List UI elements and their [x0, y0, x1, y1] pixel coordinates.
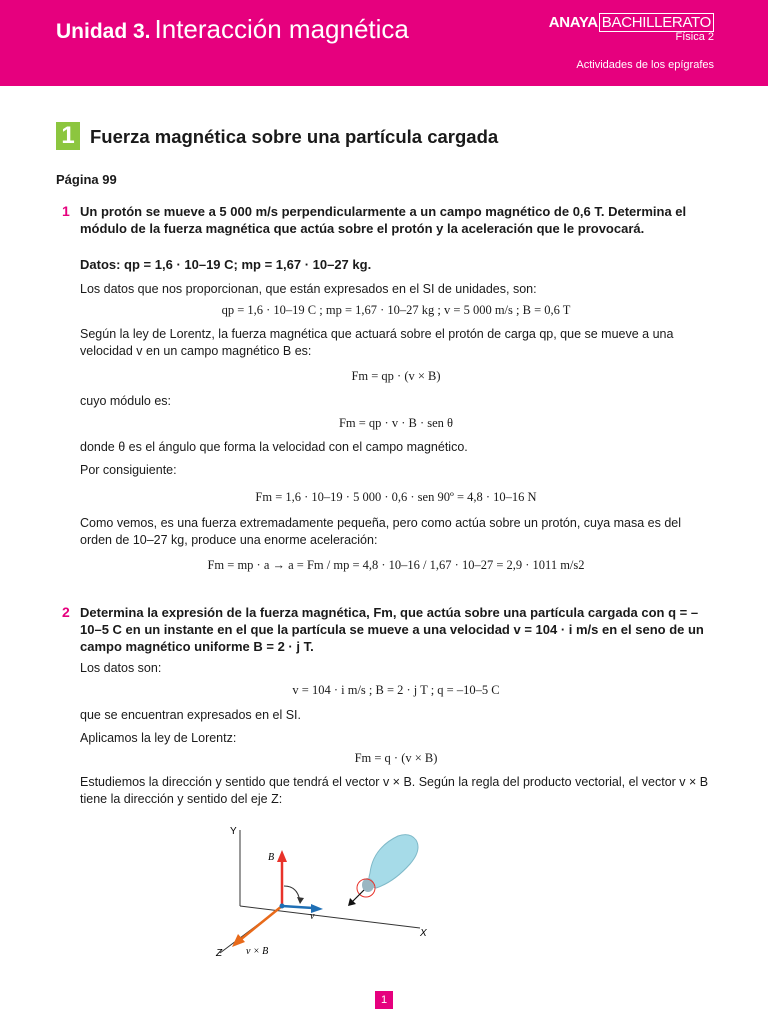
section-title: Fuerza magnética sobre una partícula cargada — [90, 126, 499, 147]
q1-equation-2: Fm = qp · (v × B) — [351, 369, 441, 383]
q1-equation-5: Fm = mp · a → a = Fm / mp = 4,8 · 10–16 / 1,67 · 10–27 = 2,9 · 1011 m/s2 — [207, 558, 585, 572]
q1-paragraph-2: Según la ley de Lorentz, la fuerza magnética que actuará sobre el protón de carga qp, que se mueve a una velocidad v en un campo magnético B es: — [80, 327, 674, 358]
publisher-logo: ANAYA BACHILLERATO — [549, 14, 714, 31]
page-header — [0, 0, 768, 86]
q1-equation-1: qp = 1,6 · 10–19 C ; mp = 1,67 · 10–27 kg ; v = 5 000 m/s ; B = 0,6 T — [221, 303, 571, 317]
b-vector-arrowhead — [277, 850, 287, 862]
q1-paragraph-5: Por consiguiente: — [80, 463, 177, 477]
b-vector-label: B — [268, 852, 275, 863]
page-number: 1 — [375, 991, 393, 1009]
section-number-badge: 1 — [56, 122, 80, 150]
v-vector — [282, 906, 313, 908]
screw-rule-icon — [348, 835, 418, 906]
q2-paragraph-4: Estudiemos la dirección y sentido que tendrá el vector v × B. Según la regla del producto vectorial, el vector v × B tiene la dirección y sentido del eje Z: — [80, 775, 709, 806]
v-vector-label: v — [310, 911, 315, 922]
q1-equation-4: Fm = 1,6 · 10–19 · 5 000 · 0,6 · sen 90º = 4,8 · 10–16 N — [255, 490, 537, 504]
x-axis-label: X — [420, 928, 427, 939]
q1-paragraph-4: donde θ es el ángulo que forma la velocidad con el campo magnético. — [80, 440, 468, 454]
page-label: Página 99 — [56, 172, 117, 187]
q1-paragraph-6: Como vemos, es una fuerza extremadamente pequeña, pero como actúa sobre un protón, cuya masa es del orden de 10–27 kg, produce una enorme aceleración: — [80, 516, 682, 547]
z-axis-label: Z — [216, 948, 223, 959]
question-text: Determina la expresión de la fuerza magnética, Fm, que actúa sobre una partícula cargada con q = –10–5 C en un instante en el que la partícula se mueve a una velocidad v = 104 · i m/s en el seno de un campo magnético uniforme B = 2 · j T. — [80, 605, 704, 654]
q2-paragraph-1: Los datos son: — [80, 661, 162, 675]
question-number: 2 — [62, 604, 70, 620]
q2-paragraph-3: Aplicamos la ley de Lorentz: — [80, 731, 237, 745]
q1-paragraph-3: cuyo módulo es: — [80, 394, 172, 408]
question-1 — [62, 203, 712, 255]
question-text: Un protón se mueve a 5 000 m/s perpendicularmente a un campo magnético de 0,6 T. Determina el módulo de la fuerza magnética que actúa sobre el protón y la aceleración que le provocará. — [80, 204, 687, 236]
vxb-vector — [240, 906, 282, 940]
question-2 — [62, 604, 712, 656]
q2-equation-1: v = 104 · i m/s ; B = 2 · j T ; q = –10–5 C — [292, 683, 500, 697]
q1-paragraph-1: Los datos que nos proporcionan, que están expresados en el SI de unidades, son: — [80, 282, 537, 296]
vxb-vector-label: v × B — [246, 946, 269, 957]
unit-heading — [56, 14, 409, 45]
origin-particle — [280, 904, 285, 909]
subject-label: Física 2 — [675, 31, 714, 43]
unit-label: Unidad 3. — [56, 20, 151, 43]
q1-datos: Datos: qp = 1,6 · 10–19 C; mp = 1,67 · 10–27 kg. — [80, 257, 372, 272]
vector-diagram — [198, 818, 438, 963]
rotation-arc — [284, 886, 300, 902]
q1-equation-3: Fm = qp · v · B · sen θ — [338, 416, 454, 430]
epigraphs-label: Actividades de los epígrafes — [576, 59, 714, 71]
q2-paragraph-2: que se encuentran expresados en el SI. — [80, 708, 301, 722]
question-number: 1 — [62, 203, 70, 219]
q2-equation-2: Fm = q · (v × B) — [354, 751, 438, 765]
unit-title: Interacción magnética — [154, 14, 409, 44]
y-axis-label: Y — [230, 826, 237, 837]
